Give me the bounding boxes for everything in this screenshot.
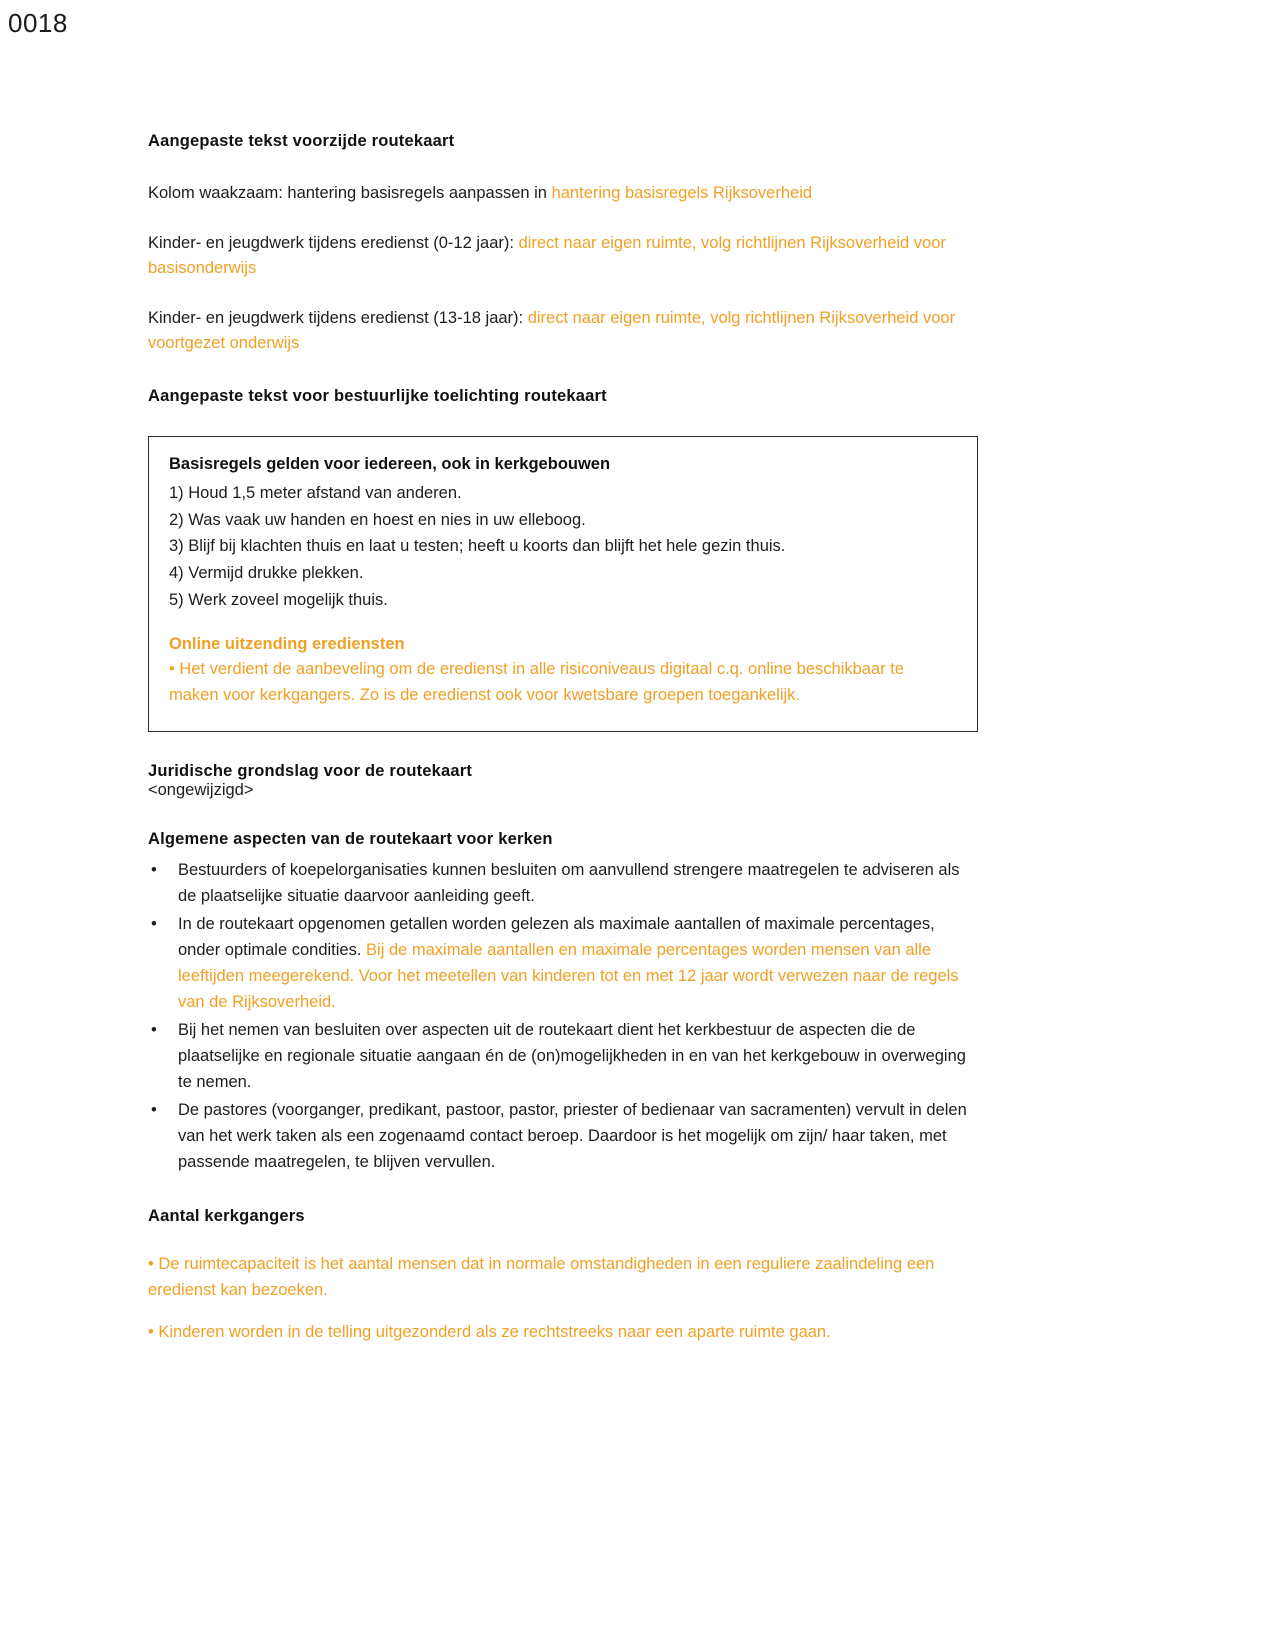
online-uitzending-heading: Online uitzending erediensten <box>169 635 405 654</box>
list-item-text: De pastores (voorganger, predikant, pastoor, pastor, priester of bedienaar van sacramenten) vervult in delen van het werk taken als een zogenaamd contact beroep. Daardoor is het mogelijk om zijn/ haar taken, met passende maatregelen, te blijven vervullen. <box>178 1101 967 1172</box>
bullet-marker: • <box>151 860 157 879</box>
paragraph-jeugdwerk-13-18-highlight: direct naar eigen ruimte, volg richtlijnen Rijksoverheid voor voortgezet onderwijs <box>148 308 956 353</box>
list-item: 1) Houd 1,5 meter afstand van anderen. <box>169 483 462 502</box>
juridische-grondslag-body: <ongewijzigd> <box>148 780 254 799</box>
list-item: 2) Was vaak uw handen en hoest en nies in uw elleboog. <box>169 510 586 529</box>
aantal-kerkgangers-bullet-1: • De ruimtecapaciteit is het aantal mensen dat in normale omstandigheden in een reguliere zaalindeling een eredienst kan bezoeken. <box>148 1254 935 1299</box>
paragraph-kolom-waakzaam-highlight: hantering basisregels Rijksoverheid <box>551 184 813 202</box>
heading-aantal-kerkgangers: Aantal kerkgangers <box>148 1207 305 1226</box>
paragraph-kinderwerk-0-12-plain: Kinder- en jeugdwerk tijdens eredienst (0-12 jaar): <box>148 233 519 252</box>
paragraph-kolom-waakzaam <box>148 181 978 207</box>
aantal-kerkgangers-bullet-2: • Kinderen worden in de telling uitgezonderd als ze rechtstreeks naar een aparte ruimte gaan. <box>148 1323 831 1342</box>
basisregels-list <box>169 480 957 614</box>
list-item: 5) Werk zoveel mogelijk thuis. <box>169 590 388 609</box>
heading-aangepaste-tekst-voorzijde: Aangepaste tekst voorzijde routekaart <box>148 132 455 150</box>
list-item-text: In de routekaart opgenomen getallen worden gelezen als maximale aantallen of maximale percentages, onder optimale condities. <box>178 914 935 959</box>
online-uitzending-body: • Het verdient de aanbeveling om de eredienst in alle risiconiveaus digitaal c.q. online beschikbaar te maken voor kerkgangers. Zo is de eredienst ook voor kwetsbare groepen toegankelijk. <box>169 660 904 705</box>
basisregels-box-title: Basisregels gelden voor iedereen, ook in kerkgebouwen <box>169 454 611 473</box>
heading-algemene-aspecten: Algemene aspecten van de routekaart voor kerken <box>148 829 553 848</box>
list-item: 3) Blijf bij klachten thuis en laat u testen; heeft u koorts dan blijft het hele gezin thuis. <box>169 537 786 556</box>
paragraph-jeugdwerk-13-18-plain: Kinder- en jeugdwerk tijdens eredienst (13-18 jaar): <box>148 308 528 327</box>
list-item-text: Bij het nemen van besluiten over aspecten uit de routekaart dient het kerkbestuur de aspecten die de plaatselijke en regionale situatie aangaan én de (on)mogelijkheden in en van het kerkgebouw in overweging te nemen. <box>178 1020 966 1092</box>
paragraph-kolom-waakzaam-plain: Kolom waakzaam: hantering basisregels aanpassen in <box>148 184 552 202</box>
list-item-text: Bestuurders of koepelorganisaties kunnen besluiten om aanvullend strengere maatregelen te adviseren als de plaatselijke situatie daarvoor aanleiding geeft. <box>178 860 960 905</box>
paragraph-jeugdwerk-13-18 <box>148 306 978 357</box>
heading-juridische-grondslag: Juridische grondslag voor de routekaart <box>148 761 473 780</box>
basisregels-box <box>148 436 978 732</box>
list-item <box>148 911 978 1015</box>
heading-bestuurlijke-toelichting: Aangepaste tekst voor bestuurlijke toelichting routekaart <box>148 386 607 405</box>
page-number: 0018 <box>8 8 68 38</box>
list-item <box>148 1097 978 1175</box>
list-item: 4) Vermijd drukke plekken. <box>169 563 364 582</box>
paragraph-kinderwerk-0-12 <box>148 231 978 282</box>
document-body <box>148 132 978 1362</box>
bullet-marker: • <box>151 1101 157 1120</box>
list-item <box>148 1017 978 1095</box>
paragraph-kinderwerk-0-12-highlight: direct naar eigen ruimte, volg richtlijnen Rijksoverheid voor basisonderwijs <box>148 233 946 278</box>
algemene-aspecten-list <box>148 857 978 1176</box>
bullet-marker: • <box>151 1020 157 1039</box>
list-item <box>148 857 978 909</box>
bullet-marker: • <box>151 914 157 933</box>
list-item-highlight: Bij de maximale aantallen en maximale percentages worden mensen van alle leeftijden meegerekend. Voor het meetellen van kinderen tot en met 12 jaar wordt verwezen naar de regels van de Rijksoverheid. <box>178 940 959 1011</box>
